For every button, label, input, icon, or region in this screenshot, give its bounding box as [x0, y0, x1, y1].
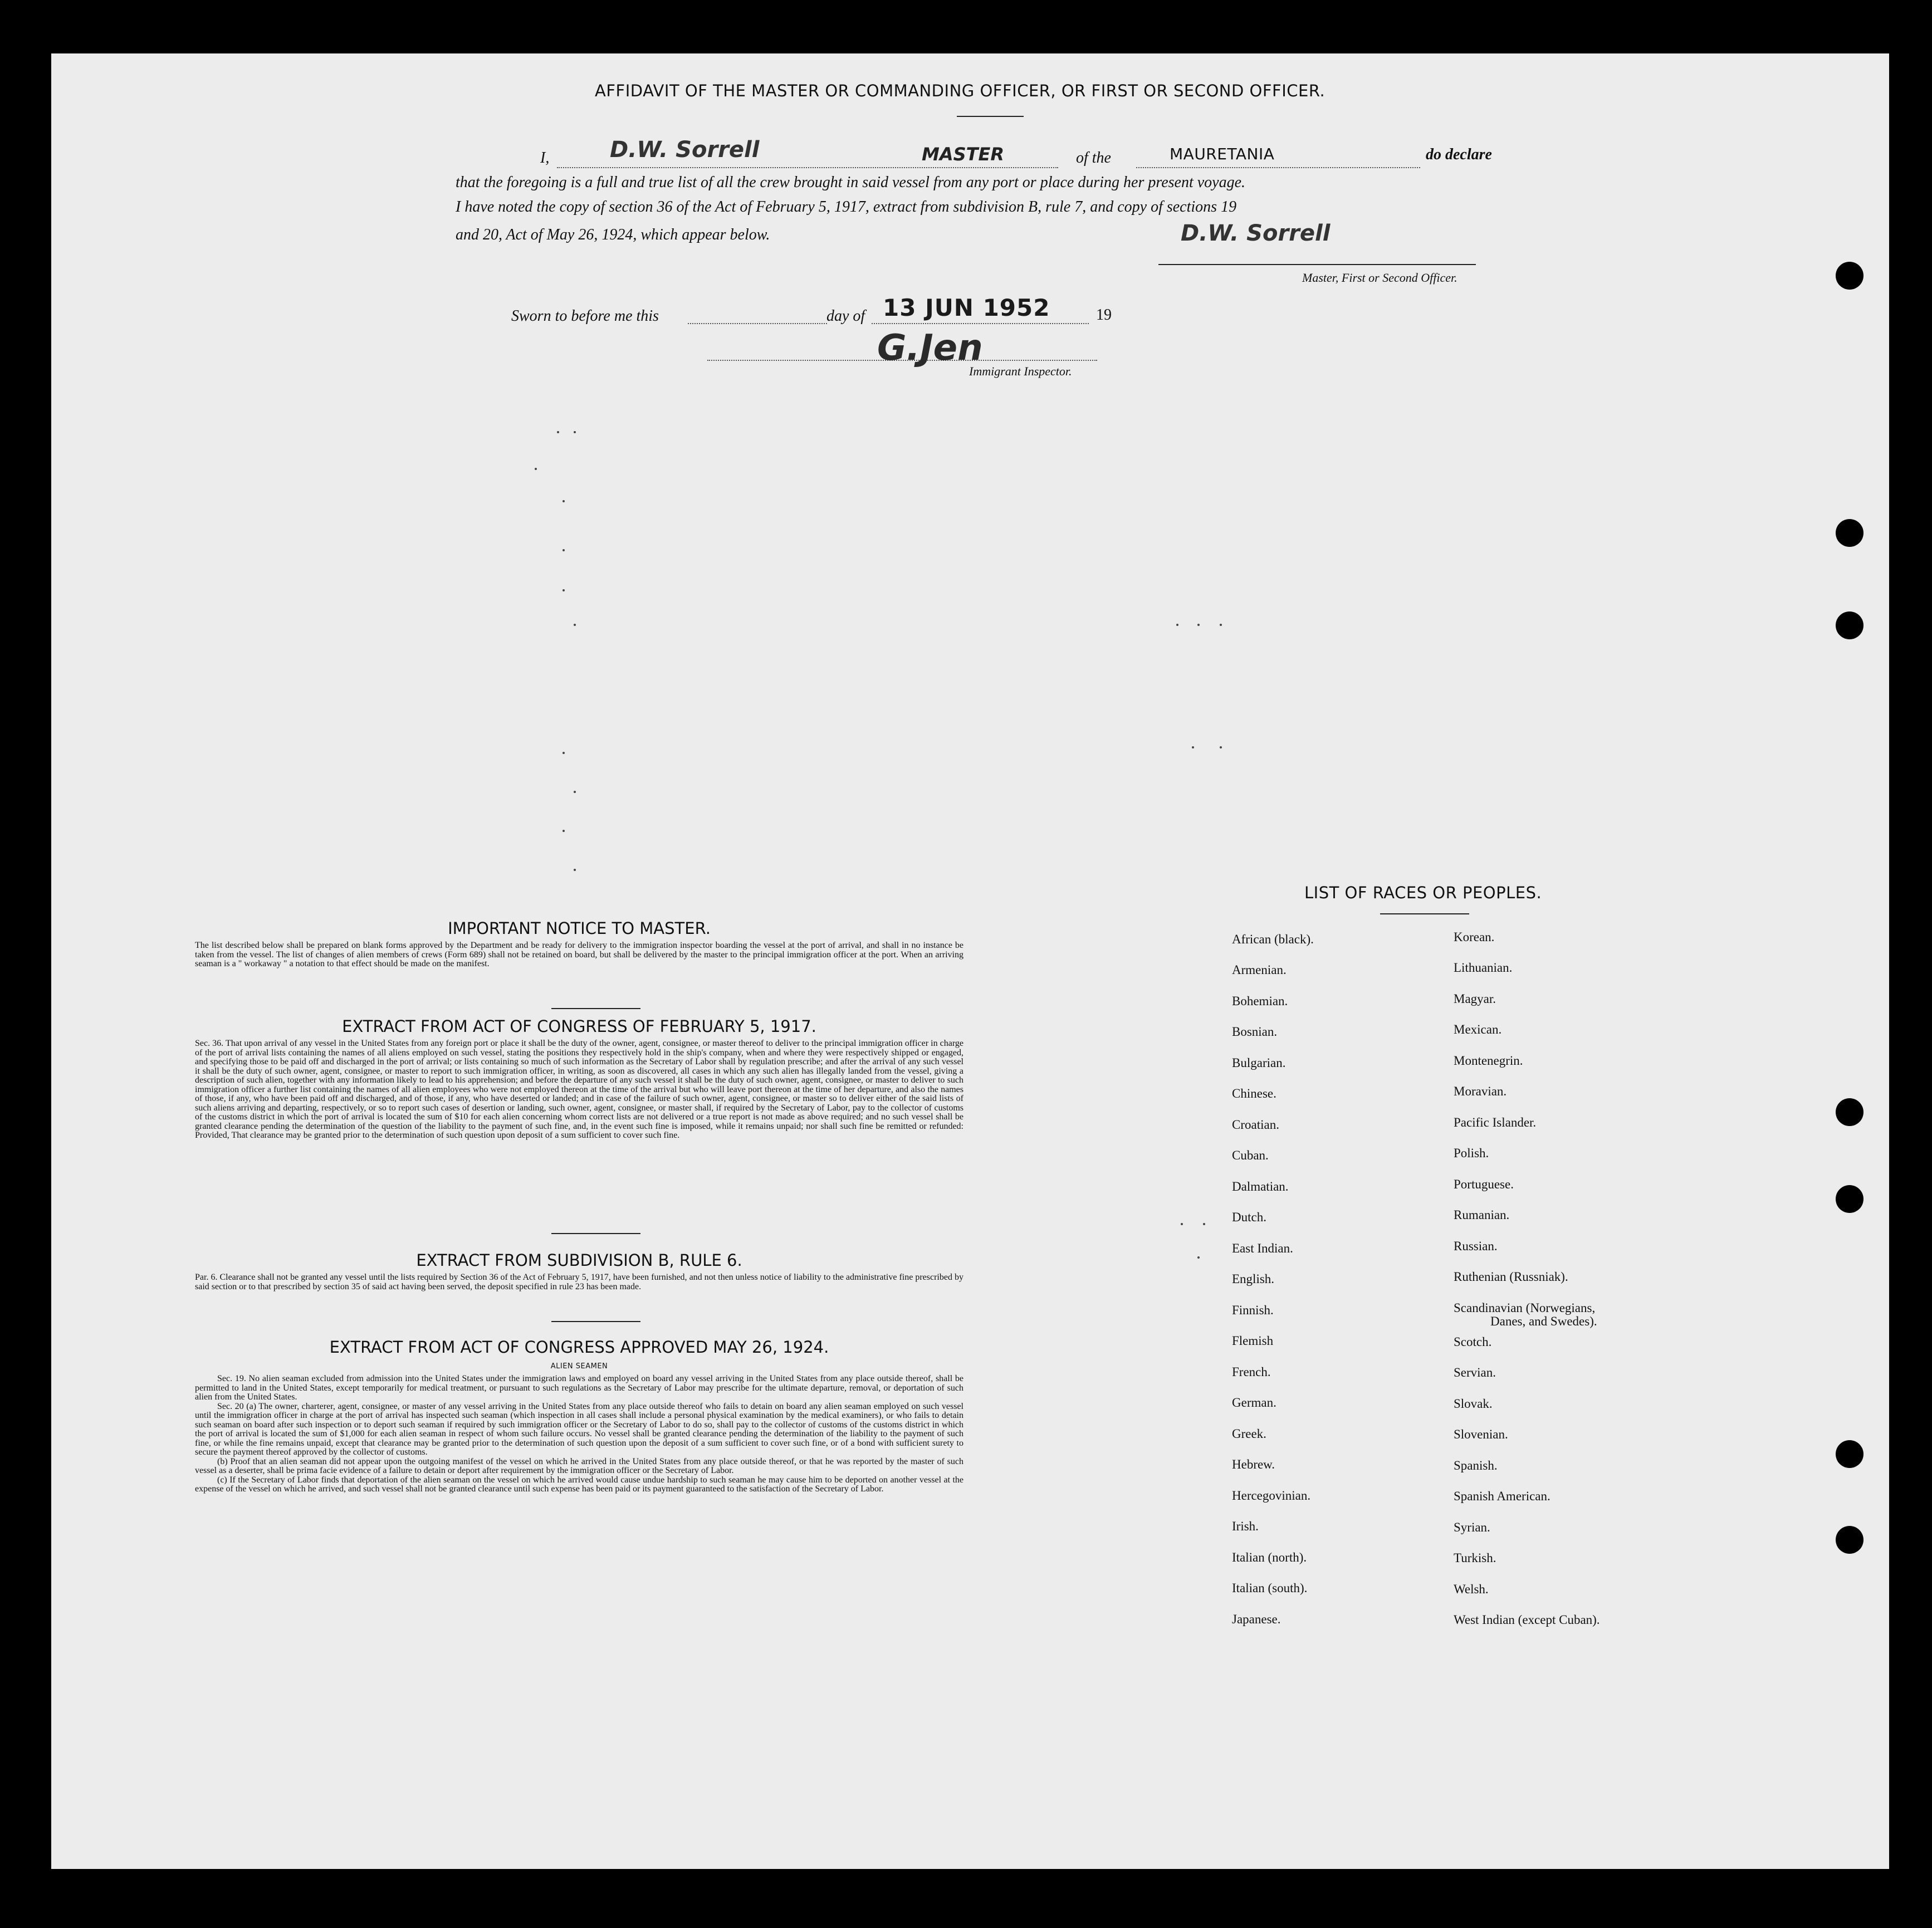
- ink-speck: [574, 624, 576, 626]
- race-item: Slovenian.: [1454, 1427, 1508, 1441]
- race-item: Cuban.: [1232, 1148, 1269, 1162]
- date-stamp: 13 JUN 1952: [883, 294, 1050, 321]
- ink-speck: [1220, 624, 1222, 626]
- ink-speck: [1197, 624, 1200, 626]
- punch-hole: [1836, 519, 1863, 547]
- race-item: Syrian.: [1454, 1520, 1490, 1534]
- race-item: Dutch.: [1232, 1210, 1266, 1224]
- rule6-rule: [551, 1321, 640, 1322]
- race-item: Magyar.: [1454, 992, 1496, 1006]
- race-item: Spanish American.: [1454, 1489, 1551, 1503]
- ink-speck: [557, 431, 559, 433]
- race-item: Pacific Islander.: [1454, 1115, 1537, 1129]
- ink-speck: [574, 791, 576, 793]
- race-item: Croatian.: [1232, 1118, 1279, 1132]
- notice-rule: [551, 1008, 640, 1009]
- race-item: Dalmatian.: [1232, 1180, 1289, 1193]
- ink-speck: [1197, 1256, 1200, 1259]
- signature-caption: Master, First or Second Officer.: [1302, 271, 1457, 285]
- race-item: Irish.: [1232, 1519, 1259, 1533]
- races-rule: [1380, 913, 1469, 914]
- title-rule: [957, 116, 1024, 117]
- race-item: West Indian (except Cuban).: [1454, 1613, 1600, 1627]
- extract-1917-title: EXTRACT FROM ACT OF CONGRESS OF FEBRUARY 5, 1917.: [342, 1017, 816, 1036]
- race-item: Armenian.: [1232, 963, 1287, 977]
- inspector-caption: Immigrant Inspector.: [969, 364, 1072, 378]
- race-item: Finnish.: [1232, 1303, 1274, 1317]
- extract-1924-title: EXTRACT FROM ACT OF CONGRESS APPROVED MAY 26, 1924.: [329, 1338, 829, 1357]
- ink-speck: [1176, 624, 1178, 626]
- rule6-body: Par. 6. Clearance shall not be granted any vessel until the lists required by Section 36 of the Act of February 5, 1917, have been furnished, and not then unless notice of liability to the administrative fine prescribed by said section or to that prescribed by section 35 of said act having been served, the deposit specified in rule 23 has been made.: [195, 1273, 963, 1291]
- sworn-label: Sworn to before me this: [511, 307, 659, 325]
- extract-1917-rule: [551, 1233, 640, 1234]
- race-item: African (black).: [1232, 932, 1314, 946]
- sec19-text: Sec. 19. No alien seaman excluded from admission into the United States under the immigration laws and employed on board any vessel arriving in the United States from any place outside thereof, shall be permitted to land in the United States, except temporarily for medical treatment, or pursuant to such regulations as the Secretary of Labor may prescribe for the ultimate departure, removal, or deportation of such alien from the United States.: [195, 1374, 963, 1402]
- ink-speck: [563, 752, 565, 754]
- race-item: Bulgarian.: [1232, 1056, 1286, 1070]
- punch-hole: [1836, 1185, 1863, 1213]
- race-item: Hebrew.: [1232, 1457, 1275, 1471]
- notice-body: The list described below shall be prepared on blank forms approved by the Department and be ready for delivery to the immigration inspector boarding the vessel at the port of arrival, and shall in no instance be taken from the vessel. The list of changes of alien members of crews (Form 689) shall not be retained on board, but shall be delivered by the master to the principal immigration officer at the port. When an arriving seaman is a " workaway " a notation to that effect should be made on the manifest.: [195, 941, 963, 968]
- punch-hole: [1836, 611, 1863, 639]
- race-item: Japanese.: [1232, 1612, 1281, 1626]
- ink-speck: [1181, 1223, 1183, 1225]
- race-item: Moravian.: [1454, 1084, 1507, 1098]
- ink-speck: [1220, 746, 1222, 748]
- affidavit-line-3: I have noted the copy of section 36 of the Act of February 5, 1917, extract from subdivision B, rule 7, and copy of sections 19: [456, 198, 1237, 216]
- ink-speck: [574, 431, 576, 433]
- ink-speck: [574, 869, 576, 871]
- sec20b-text: (b) Proof that an alien seaman did not appear upon the outgoing manifest of the vessel on which he arrived in the United States from any place outside thereof, or that he was reported by the master of such vessel as a deserter, shall be prima facie evidence of a failure to detain or deport after requirement by the immigration officer or the Secretary of Labor.: [195, 1456, 963, 1475]
- race-item: Flemish: [1232, 1334, 1274, 1348]
- punch-hole: [1836, 1440, 1863, 1468]
- race-item: Servian.: [1454, 1366, 1496, 1379]
- race-item: Greek.: [1232, 1427, 1266, 1441]
- ink-speck: [1203, 1223, 1205, 1225]
- race-item: English.: [1232, 1272, 1275, 1286]
- race-item-continuation: Danes, and Swedes).: [1490, 1314, 1597, 1328]
- vessel-name: MAURETANIA: [1170, 145, 1275, 163]
- ink-speck: [563, 830, 565, 832]
- affidavit-title: AFFIDAVIT OF THE MASTER OR COMMANDING OFFICER, OR FIRST OR SECOND OFFICER.: [595, 81, 1326, 100]
- year-prefix: 19: [1096, 306, 1112, 324]
- sec20c-text: (c) If the Secretary of Labor finds that deportation of the alien seaman on the vessel on which he arrived would cause undue hardship to such seaman he may cause him to be deported on another vessel at the expense of the vessel on which he arrived, and such vessel shall not be granted clearance until such expense has been paid or its payment guaranteed to the satisfaction of the Secretary of Labor.: [195, 1475, 963, 1494]
- ink-speck: [563, 500, 565, 502]
- race-item: Slovak.: [1454, 1397, 1493, 1411]
- affidavit-line-2: that the foregoing is a full and true list of all the crew brought in said vessel from any port or place during her present voyage.: [456, 174, 1246, 191]
- ink-speck: [563, 549, 565, 551]
- punch-hole: [1836, 1098, 1863, 1126]
- race-item: Scotch.: [1454, 1335, 1492, 1349]
- race-item: Italian (north).: [1232, 1550, 1307, 1564]
- ink-speck: [563, 589, 565, 591]
- race-item: Spanish.: [1454, 1459, 1498, 1472]
- sec20a-text: Sec. 20 (a) The owner, charterer, agent, consignee, or master of any vessel arriving in the United States from any place outside thereof who fails to detain on board any alien seaman employed on such vessel until the immigration officer in charge at the port of arrival has inspected such seaman (which inspection in all cases shall include a personal physical examination by the medical examiners), or who fails to detain such seaman on board after such inspection or to deport such seaman if required by such immigration officer or the Secretary of Labor to do so, shall pay to the collector of customs of the customs district in which the port of arrival is located the sum of $1,000 for each alien seaman in respect of whom such failure occurs. No vessel shall be granted clearance pending the determination of the liability to the payment of such fine, or while the fine remains unpaid, except that clearance may be granted prior to the determination of such question upon the deposit of a sum sufficient to cover such fine, or of a bond with sufficient surety to secure the payment thereof approved by the collector of customs.: [195, 1401, 963, 1457]
- ink-speck: [535, 468, 537, 470]
- race-item: Turkish.: [1454, 1551, 1496, 1565]
- race-item: Welsh.: [1454, 1582, 1489, 1596]
- race-item: Korean.: [1454, 930, 1495, 944]
- race-item: Mexican.: [1454, 1022, 1502, 1036]
- punch-hole: [1836, 1526, 1863, 1554]
- extract-1917-body: Sec. 36. That upon arrival of any vessel in the United States from any foreign port or place it shall be the duty of the owner, agent, consignee, or master thereof to deliver to the principal immigration officer in charge of the port of arrival lists containing the names of all aliens employed on such vessel, stating the positions they respectively hold in the ship's company, when and where they were respectively shipped or engaged, and specifying those to be paid off and discharged in the port of arrival; or lists containing so much of such information as the Secretary of Labor shall by regulation prescribe; and after the arrival of any such vessel it shall be the duty of such owner, agent, consignee, or master to report to such immigration officer, in writing, as soon as discovered, all cases in which any such alien has illegally landed from the vessel, giving a description of such alien, together with any information likely to lead to his apprehension; and before the departure of any such vessel it shall be the duty of such owner, agent, consignee, or master to deliver to such immigration officer a further list containing the names of all alien employees who were not employed thereon at the time of the arrival but who will leave port thereon at the time of her departure, and also the names of those, if any, who have been paid off and discharged, and of those, if any, who have deserted or landed; and in case of the failure of such owner, agent, consignee, or master so to deliver either of the said lists of such aliens arriving and departing, respectively, or so to report such cases of desertion or landing, such owner, agent, consignee, or master shall, if required by the Secretary of Labor, pay to the collector of customs of the customs district in which the port of arrival is located the sum of $10 for each alien concerning whom correct lists are not delivered or a true report is not made as above required; and no such vessel shall be granted clearance pending the determination of the question of the liability to the payment of such fine, and, in the event such fine is imposed, while it remains unpaid; nor shall such fine be remitted or refunded: Provided, That clearance may be granted prior to the determination of such question upon deposit of a sum sufficient to cover such fine.: [195, 1039, 963, 1140]
- race-item: Scandinavian (Norwegians,: [1454, 1301, 1596, 1315]
- race-item: Ruthenian (Russniak).: [1454, 1270, 1568, 1284]
- race-item: Bosnian.: [1232, 1025, 1278, 1039]
- declare-label: do declare: [1426, 146, 1492, 163]
- punch-hole: [1836, 262, 1863, 290]
- master-signature: D.W. Sorrell: [610, 137, 760, 163]
- day-of-label: day of: [826, 307, 865, 325]
- race-item: Chinese.: [1232, 1087, 1276, 1100]
- ink-speck: [1192, 746, 1194, 748]
- master-rank: MASTER: [922, 144, 1004, 165]
- master-signature-2: D.W. Sorrell: [1181, 221, 1331, 246]
- race-item: Polish.: [1454, 1146, 1489, 1160]
- signature-rule: [1158, 264, 1476, 265]
- race-item: Hercegovinian.: [1232, 1489, 1311, 1503]
- inspector-signature: G.Jen: [877, 327, 983, 369]
- race-item: Montenegrin.: [1454, 1054, 1523, 1068]
- rule6-title: EXTRACT FROM SUBDIVISION B, RULE 6.: [416, 1251, 742, 1270]
- race-item: Russian.: [1454, 1239, 1498, 1253]
- race-item: Italian (south).: [1232, 1581, 1308, 1595]
- races-title: LIST OF RACES OR PEOPLES.: [1304, 883, 1542, 902]
- race-item: Portuguese.: [1454, 1177, 1514, 1191]
- sworn-day-line: [688, 307, 827, 324]
- race-item: Rumanian.: [1454, 1208, 1510, 1222]
- of-the-label: of the: [1076, 149, 1111, 167]
- notice-title: IMPORTANT NOTICE TO MASTER.: [448, 919, 711, 938]
- extract-1924-body: [195, 1374, 963, 1494]
- affidavit-line-4: and 20, Act of May 26, 1924, which appear below.: [456, 226, 770, 243]
- race-item: French.: [1232, 1365, 1271, 1379]
- race-item: German.: [1232, 1396, 1276, 1410]
- race-item: Bohemian.: [1232, 994, 1288, 1008]
- alien-seamen-subtitle: ALIEN SEAMEN: [550, 1362, 608, 1371]
- race-item: Lithuanian.: [1454, 961, 1513, 975]
- affidavit-prefix: I,: [540, 149, 550, 167]
- race-item: East Indian.: [1232, 1241, 1293, 1255]
